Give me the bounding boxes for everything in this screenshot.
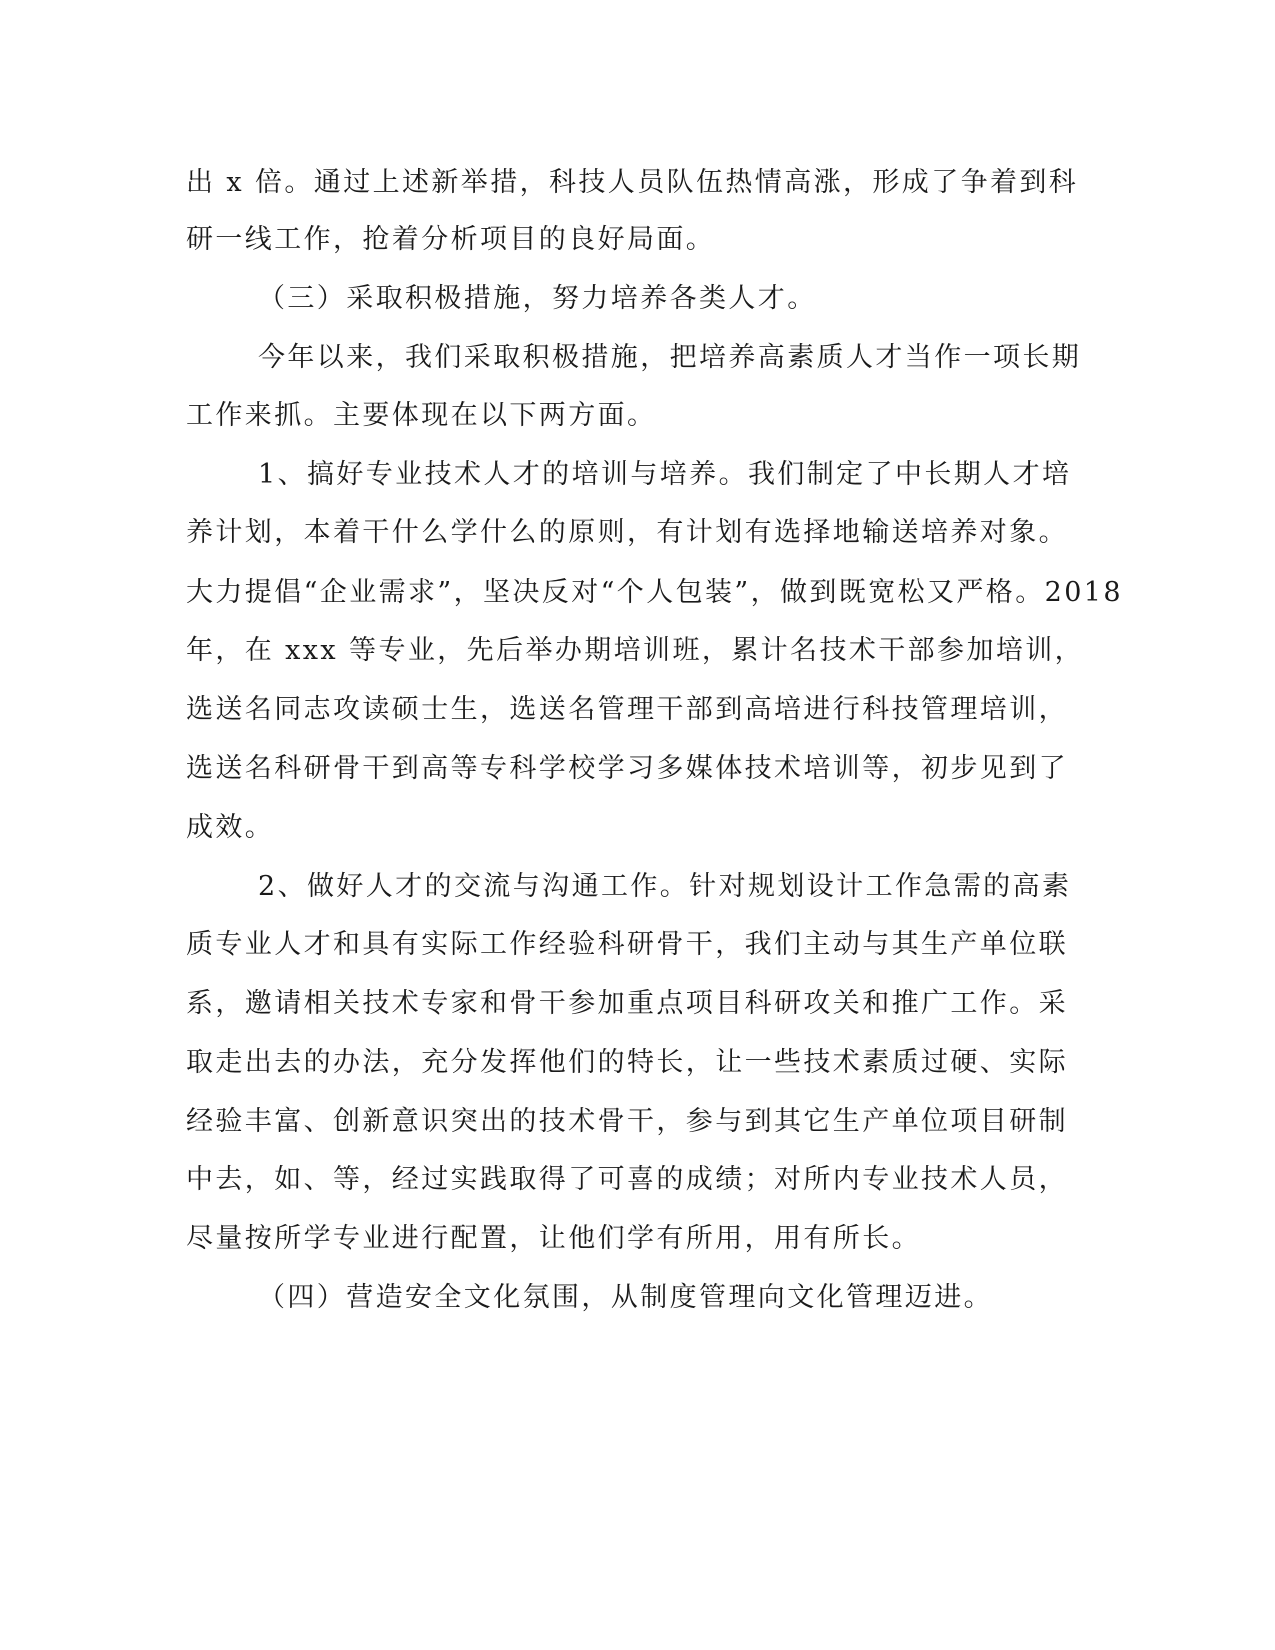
paragraph-line: 质专业人才和具有实际工作经验科研骨干，我们主动与其生产单位联	[186, 929, 1068, 960]
paragraph-line: 系，邀请相关技术专家和骨干参加重点项目科研攻关和推广工作。采	[186, 988, 1068, 1019]
paragraph-line: 1、搞好专业技术人才的培训与培养。我们制定了中长期人才培	[258, 459, 1072, 490]
paragraph-line: 尽量按所学专业进行配置，让他们学有所用，用有所长。	[186, 1223, 921, 1254]
paragraph-line: 出 x 倍。通过上述新举措，科技人员队伍热情高涨，形成了争着到科	[186, 167, 1079, 198]
paragraph-line: 研一线工作，抢着分析项目的良好局面。	[186, 224, 716, 255]
paragraph-line: 选送名同志攻读硕士生，选送名管理干部到高培进行科技管理培训，	[186, 694, 1068, 725]
paragraph-line: 经验丰富、创新意识突出的技术骨干，参与到其它生产单位项目研制	[186, 1106, 1068, 1137]
paragraph-line: 选送名科研骨干到高等专科学校学习多媒体技术培训等，初步见到了	[186, 753, 1068, 784]
paragraph-line: 养计划，本着干什么学什么的原则，有计划有选择地输送培养对象。	[186, 517, 1068, 548]
paragraph-line: 2、做好人才的交流与沟通工作。针对规划设计工作急需的高素	[258, 871, 1072, 902]
paragraph-line: 工作来抓。主要体现在以下两方面。	[186, 400, 657, 431]
paragraph-line: 年，在 xxx 等专业，先后举办期培训班，累计名技术干部参加培训，	[186, 635, 1085, 666]
section-heading: （四）营造安全文化氛围，从制度管理向文化管理迈进。	[258, 1282, 993, 1313]
paragraph-line: 大力提倡“企业需求”，坚决反对“个人包装”，做到既宽松又严格。2018	[186, 577, 1123, 608]
paragraph-line: 取走出去的办法，充分发挥他们的特长，让一些技术素质过硬、实际	[186, 1047, 1068, 1078]
section-heading: （三）采取积极措施，努力培养各类人才。	[258, 283, 817, 314]
paragraph-line: 中去，如、等，经过实践取得了可喜的成绩；对所内专业技术人员，	[186, 1164, 1068, 1195]
paragraph-line: 成效。	[186, 812, 275, 843]
paragraph-line: 今年以来，我们采取积极措施，把培养高素质人才当作一项长期	[258, 342, 1082, 373]
